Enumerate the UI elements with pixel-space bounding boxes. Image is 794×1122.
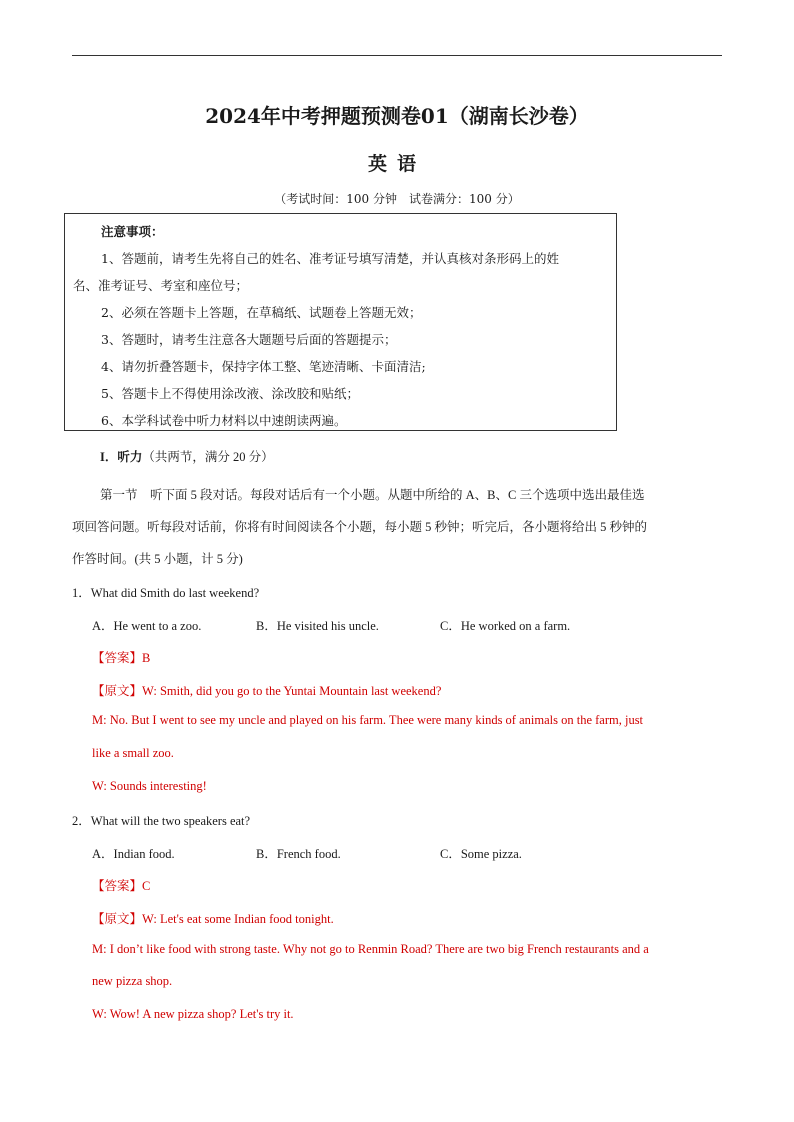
options-row — [92, 616, 692, 632]
transcript-line: M: I don’t like food with strong taste. Why not go to Renmin Road? There are two big French restaurants and a — [92, 942, 649, 956]
option-b: B．French food. — [256, 847, 341, 861]
question-number: 1． — [72, 586, 91, 600]
answer-value: C — [142, 879, 151, 893]
option-c: C．Some pizza. — [440, 847, 522, 861]
question-text: What will the two speakers eat? — [90, 814, 251, 828]
answer — [92, 876, 150, 894]
option-b: B．He visited his uncle. — [256, 619, 379, 633]
transcript-line: M: No. But I went to see my uncle and played on his farm. Thee were many kinds of animals on the farm, just — [92, 713, 644, 727]
transcript-line: W: Sounds interesting! — [92, 779, 207, 793]
option-a: A．He went to a zoo. — [92, 619, 202, 633]
question-text: What did Smith do last weekend? — [90, 586, 260, 600]
transcript — [92, 909, 334, 927]
notice-line: 4、请勿折叠答题卡，保持字体工整、笔迹清晰、卡面清洁; — [101, 359, 426, 374]
notice-line: 6、本学科试卷中听力材料以中速朗读两遍。 — [101, 413, 347, 428]
question-number: 2． — [72, 814, 91, 828]
transcript — [92, 681, 441, 699]
question-2 — [72, 811, 250, 829]
transcript-label: 【原文】 — [92, 684, 143, 698]
transcript-line: like a small zoo. — [92, 746, 174, 760]
notice-line: 3、答题时，请考生注意各大题题号后面的答题提示； — [101, 332, 397, 347]
option-c: C．He worked on a farm. — [440, 619, 571, 633]
transcript-line: new pizza shop. — [92, 974, 173, 988]
subject-title: 英语 — [367, 153, 426, 175]
notice-line: 1、答题前，请考生先将自己的姓名、准考证号填写清楚，并认真核对条形码上的姓 — [101, 251, 559, 266]
transcript-line: W: Let's eat some Indian food tonight. — [142, 912, 334, 926]
notice-box — [64, 213, 617, 431]
options-row — [92, 844, 692, 860]
exam-info: （考试时间：100 分钟 试卷满分：100 分） — [274, 192, 520, 206]
notice-line: 名、准考证号、考室和座位号； — [73, 278, 249, 293]
section-info: （共两节，满分 20 分） — [142, 450, 274, 464]
notice-heading: 注意事项： — [101, 224, 164, 239]
answer-label: 【答案】 — [92, 879, 143, 893]
answer-value: B — [142, 651, 151, 665]
notice-line: 5、答题卡上不得使用涂改液、涂改胶和贴纸； — [101, 386, 359, 401]
transcript-line: W: Wow! A new pizza shop? Let's try it. — [92, 1007, 294, 1021]
answer — [92, 648, 150, 666]
notice-line: 2、必须在答题卡上答题，在草稿纸、试题卷上答题无效； — [101, 305, 422, 320]
section-roman: I． — [100, 450, 118, 464]
instruction-line: 作答时间。(共 5 小题，计 5 分) — [72, 552, 243, 566]
section-heading — [100, 447, 274, 465]
page-title: 2024年中考押题预测卷01（湖南长沙卷） — [205, 104, 589, 128]
section-title: 听力 — [117, 450, 143, 464]
instruction-line: 第一节 听下面 5 段对话。每段对话后有一个小题。从题中所给的 A、B、C 三个选项中选出最佳选 — [100, 488, 645, 502]
option-a: A．Indian food. — [92, 847, 175, 861]
transcript-label: 【原文】 — [92, 912, 143, 926]
header-rule — [72, 55, 722, 56]
answer-label: 【答案】 — [92, 651, 143, 665]
instruction-line: 项回答问题。听每段对话前，你将有时间阅读各个小题，每小题 5 秒钟；听完后，各小题将给出 5 秒钟的 — [72, 520, 648, 534]
transcript-line: W: Smith, did you go to the Yuntai Mountain last weekend? — [142, 684, 442, 698]
question-1 — [72, 583, 259, 601]
